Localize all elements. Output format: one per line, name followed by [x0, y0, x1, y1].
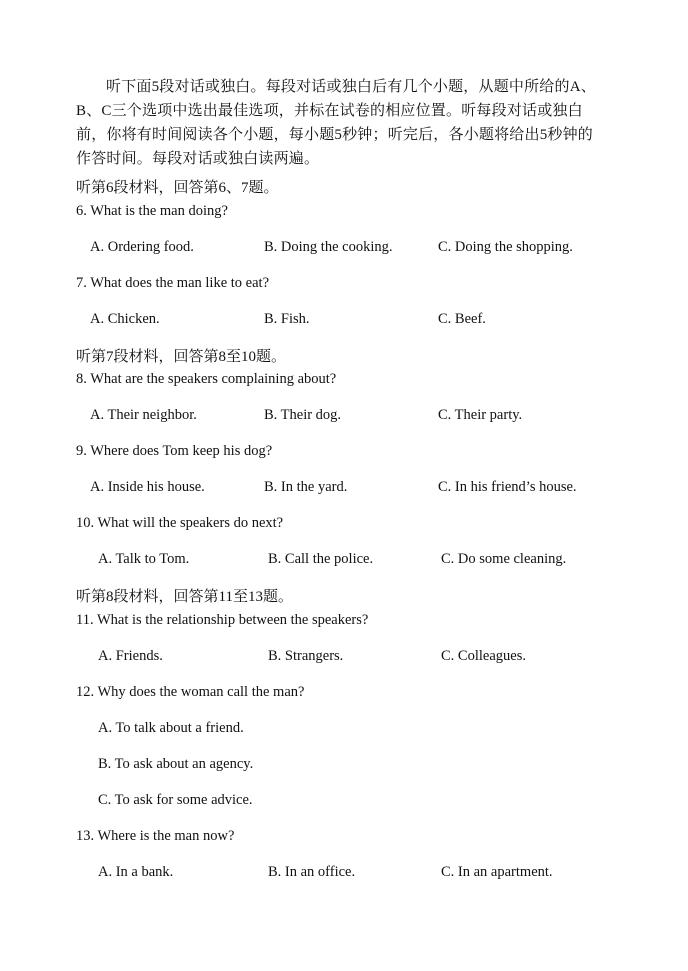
question-11-option-a: A. Friends. — [98, 648, 163, 664]
question-9-stem: 9. Where does Tom keep his dog? — [76, 443, 273, 459]
question-13-option-c: C. In an apartment. — [441, 864, 553, 880]
question-12-option-a: A. To talk about a friend. — [98, 720, 244, 736]
question-12-option-c: C. To ask for some advice. — [98, 792, 253, 808]
question-8-option-b: B. Their dog. — [264, 407, 342, 423]
question-12-stem: 12. Why does the woman call the man? — [76, 684, 305, 700]
question-6-option-c: C. Doing the shopping. — [438, 239, 573, 255]
question-7-option-a: A. Chicken. — [90, 311, 160, 327]
question-9-option-c: C. In his friend’s house. — [438, 479, 577, 495]
question-7-option-c: C. Beef. — [438, 311, 486, 327]
question-6-stem: 6. What is the man doing? — [76, 203, 228, 219]
question-13-stem: 13. Where is the man now? — [76, 828, 235, 844]
question-10-option-b: B. Call the police. — [268, 551, 374, 567]
section-heading-8: 听第8段材料，回答第11至13题。 — [76, 589, 293, 605]
section-heading-7: 听第7段材料，回答第8至10题。 — [76, 349, 287, 365]
question-10-option-a: A. Talk to Tom. — [98, 551, 190, 567]
question-9-option-a: A. Inside his house. — [90, 479, 205, 495]
question-10-option-c: C. Do some cleaning. — [441, 551, 567, 567]
question-7-stem: 7. What does the man like to eat? — [76, 275, 270, 291]
question-10-stem: 10. What will the speakers do next? — [76, 515, 284, 531]
question-8-stem: 8. What are the speakers complaining about? — [76, 371, 337, 387]
section-heading-6: 听第6段材料，回答第6、7题。 — [76, 180, 279, 196]
question-11-stem: 11. What is the relationship between the speakers? — [76, 612, 369, 628]
question-11-option-c: C. Colleagues. — [441, 648, 526, 664]
question-7-option-b: B. Fish. — [264, 311, 310, 327]
question-8-option-c: C. Their party. — [438, 407, 523, 423]
question-6-option-b: B. Doing the cooking. — [264, 239, 393, 255]
question-13-option-b: B. In an office. — [268, 864, 356, 880]
question-6-option-a: A. Ordering food. — [90, 239, 194, 255]
question-9-option-b: B. In the yard. — [264, 479, 348, 495]
question-13-option-a: A. In a bank. — [98, 864, 174, 880]
listening-instructions: 听下面5段对话或独白。每段对话或独白后有几个小题，从题中所给的A、B、C三个选项中选出最佳选项，并标在试卷的相应位置。听每段对话或独白前，你将有时间阅读各个小题，每小题5秒钟；听完后，各小题将给出5秒钟的作答时间。每段对话或独白读两遍。 — [76, 79, 596, 167]
question-8-option-a: A. Their neighbor. — [90, 407, 197, 423]
question-12-option-b: B. To ask about an agency. — [98, 756, 254, 772]
question-11-option-b: B. Strangers. — [268, 648, 344, 664]
